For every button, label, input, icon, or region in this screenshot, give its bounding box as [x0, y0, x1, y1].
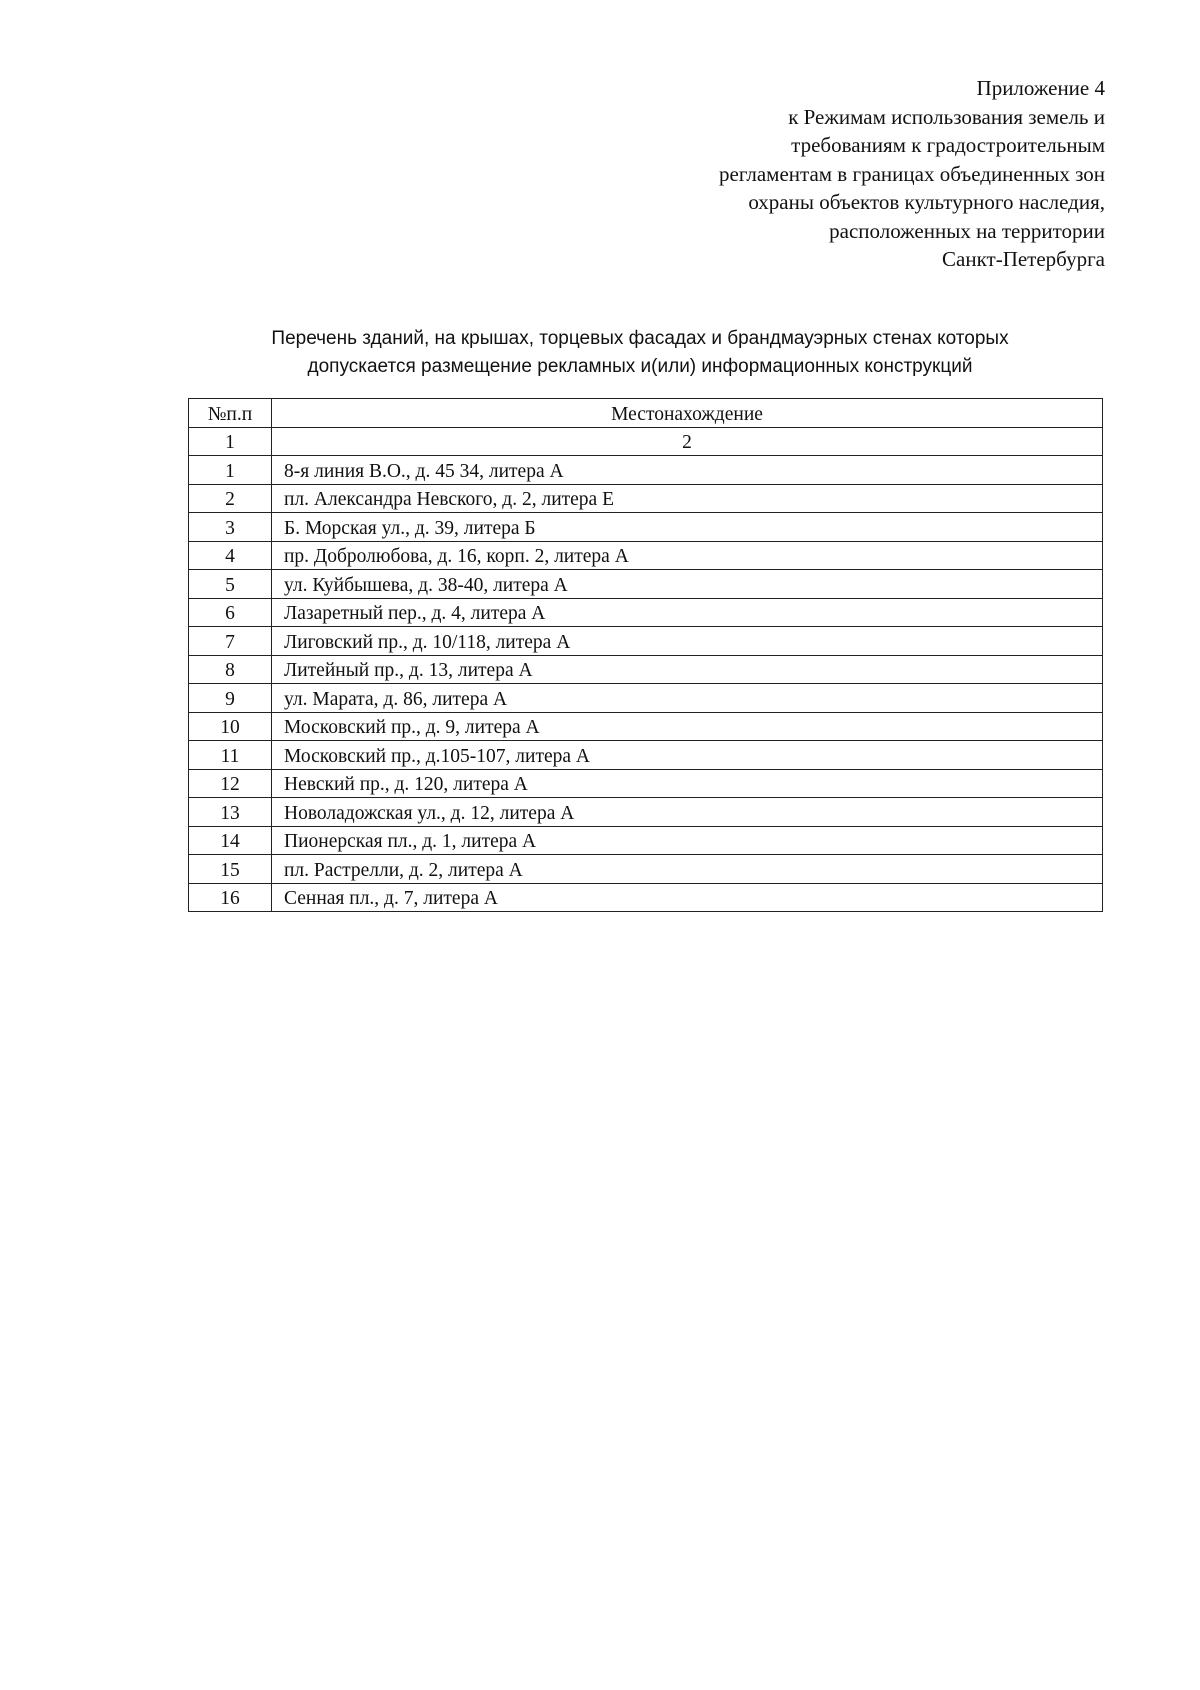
appendix-header — [585, 74, 1105, 274]
row-location: Новоладожская ул., д. 12, литера А — [272, 798, 1103, 827]
row-number: 1 — [189, 456, 272, 485]
row-number: 4 — [189, 541, 272, 570]
appendix-line: охраны объектов культурного наследия, — [748, 190, 1105, 214]
table-row — [189, 456, 1103, 485]
table-row — [189, 712, 1103, 741]
table-row — [189, 655, 1103, 684]
table-row — [189, 769, 1103, 798]
table-body — [189, 456, 1103, 912]
table-row — [189, 883, 1103, 912]
column-number-location: 2 — [272, 427, 1103, 456]
table-row — [189, 684, 1103, 713]
appendix-line: Санкт-Петербурга — [942, 247, 1105, 271]
row-location: 8-я линия В.О., д. 45 34, литера А — [272, 456, 1103, 485]
row-number: 5 — [189, 570, 272, 599]
appendix-line: требованиям к градостроительным — [791, 133, 1105, 157]
row-number: 12 — [189, 769, 272, 798]
row-location: Литейный пр., д. 13, литера А — [272, 655, 1103, 684]
row-number: 11 — [189, 741, 272, 770]
table-row — [189, 570, 1103, 599]
document-title — [190, 325, 1090, 381]
header-location: Местонахождение — [272, 399, 1103, 428]
table-row — [189, 798, 1103, 827]
row-location: ул. Марата, д. 86, литера А — [272, 684, 1103, 713]
row-location: Лиговский пр., д. 10/118, литера А — [272, 627, 1103, 656]
appendix-line: к Режимам использования земель и — [788, 104, 1105, 129]
table-header-row — [189, 399, 1103, 428]
row-number: 16 — [189, 883, 272, 912]
appendix-line: расположенных на территории — [829, 218, 1105, 243]
row-number: 10 — [189, 712, 272, 741]
row-number: 9 — [189, 684, 272, 713]
table-row — [189, 541, 1103, 570]
table-column-numbers-row — [189, 427, 1103, 456]
row-number: 7 — [189, 627, 272, 656]
row-number: 2 — [189, 484, 272, 513]
row-number: 13 — [189, 798, 272, 827]
table-row — [189, 513, 1103, 542]
row-location: пр. Добролюбова, д. 16, корп. 2, литера А — [272, 541, 1103, 570]
buildings-table — [188, 398, 1103, 912]
row-location: Б. Морская ул., д. 39, литера Б — [272, 513, 1103, 542]
row-number: 15 — [189, 855, 272, 884]
document-title-line: допускается размещение рекламных и(или) информационных конструкций — [307, 356, 973, 377]
row-location: пл. Растрелли, д. 2, литера А — [272, 855, 1103, 884]
appendix-line: Приложение 4 — [976, 76, 1105, 100]
row-number: 3 — [189, 513, 272, 542]
row-location: пл. Александра Невского, д. 2, литера Е — [272, 484, 1103, 513]
row-number: 8 — [189, 655, 272, 684]
table-row — [189, 741, 1103, 770]
table-row — [189, 826, 1103, 855]
table-row — [189, 627, 1103, 656]
row-location: Московский пр., д.105-107, литера А — [272, 741, 1103, 770]
row-number: 14 — [189, 826, 272, 855]
header-num: №п.п — [189, 399, 272, 428]
row-location: Пионерская пл., д. 1, литера А — [272, 826, 1103, 855]
row-location: Сенная пл., д. 7, литера А — [272, 883, 1103, 912]
column-number-num: 1 — [189, 427, 272, 456]
table-row — [189, 598, 1103, 627]
document-title-line: Перечень зданий, на крышах, торцевых фасадах и брандмауэрных стенах которых — [271, 328, 1009, 349]
table-row — [189, 484, 1103, 513]
row-location: ул. Куйбышева, д. 38-40, литера А — [272, 570, 1103, 599]
row-location: Московский пр., д. 9, литера А — [272, 712, 1103, 741]
row-location: Невский пр., д. 120, литера А — [272, 769, 1103, 798]
row-number: 6 — [189, 598, 272, 627]
appendix-line: регламентам в границах объединенных зон — [719, 161, 1105, 186]
table-row — [189, 855, 1103, 884]
row-location: Лазаретный пер., д. 4, литера А — [272, 598, 1103, 627]
